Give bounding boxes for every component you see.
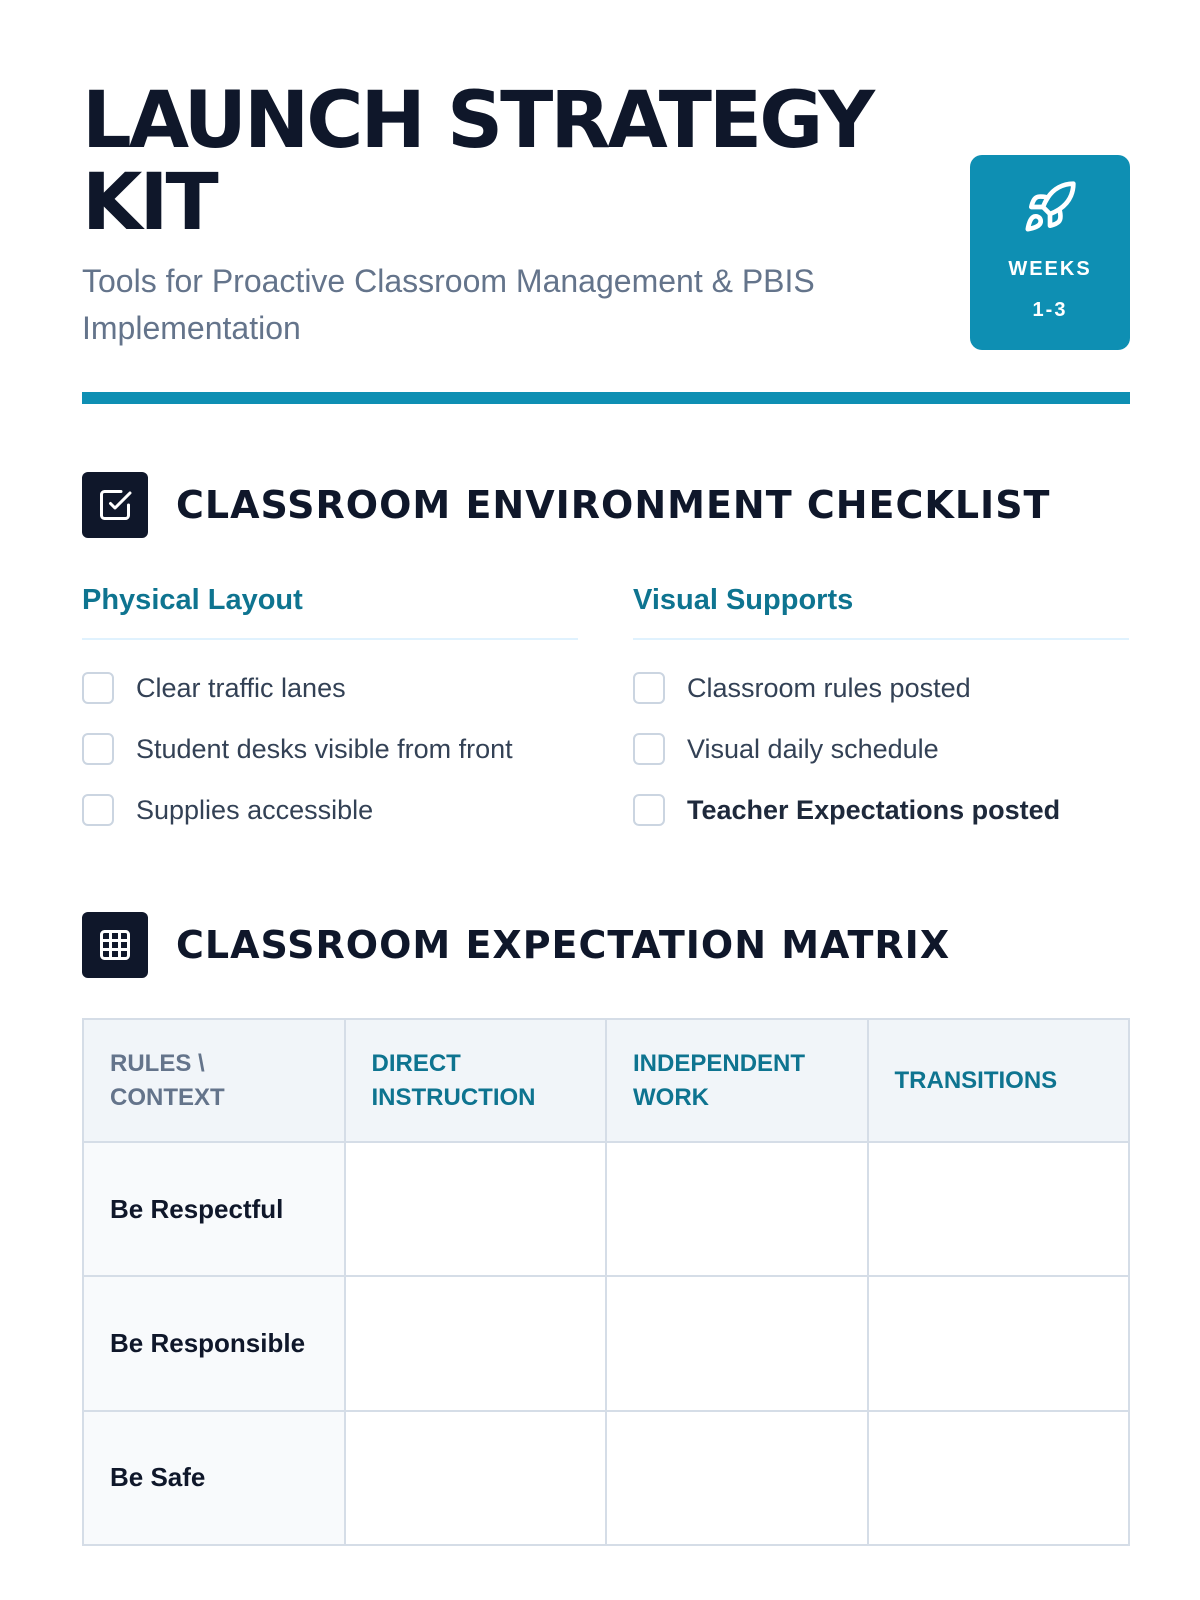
- badge-label: WEEKS: [1008, 258, 1092, 280]
- visual-supports-column: [633, 580, 1129, 851]
- matrix-cell[interactable]: [868, 1276, 1130, 1410]
- matrix-cell[interactable]: [868, 1411, 1130, 1545]
- table-row: [83, 1276, 1129, 1410]
- page-title: LAUNCH STRATEGY KIT: [82, 76, 872, 248]
- checkbox[interactable]: [82, 672, 114, 704]
- matrix-row-label: Be Responsible: [83, 1276, 345, 1410]
- checklist-item-label: Student desks visible from front: [136, 734, 513, 764]
- checklist-item[interactable]: [633, 790, 1129, 851]
- checklist-items: [633, 668, 1129, 851]
- checkbox[interactable]: [82, 794, 114, 826]
- checklist-item[interactable]: [633, 729, 1129, 790]
- page-subtitle: Tools for Proactive Classroom Management & PBIS Implementation: [82, 263, 815, 346]
- matrix-section-header: [82, 912, 1130, 978]
- checkbox[interactable]: [82, 733, 114, 765]
- header-divider: [82, 392, 1130, 404]
- checklist-items: [82, 668, 578, 851]
- matrix-header-cell: INDEPENDENT WORK: [606, 1019, 868, 1142]
- matrix-cell[interactable]: [606, 1276, 868, 1410]
- physical-layout-column: [82, 580, 578, 851]
- matrix-cell[interactable]: [606, 1142, 868, 1276]
- matrix-cell[interactable]: [345, 1276, 607, 1410]
- rocket-icon: [1022, 179, 1078, 235]
- matrix-row-label: Be Respectful: [83, 1142, 345, 1276]
- checkbox[interactable]: [633, 733, 665, 765]
- column-title: Physical Layout: [82, 580, 578, 640]
- matrix-cell[interactable]: [345, 1411, 607, 1545]
- checklist-item[interactable]: [82, 668, 578, 729]
- matrix-cell[interactable]: [868, 1142, 1130, 1276]
- checklist-item[interactable]: [82, 729, 578, 790]
- checklist-item[interactable]: [633, 668, 1129, 729]
- checkbox[interactable]: [633, 672, 665, 704]
- table-row: [83, 1411, 1129, 1545]
- table-row: [83, 1142, 1129, 1276]
- checklist-item-label: Clear traffic lanes: [136, 673, 346, 703]
- badge-range: 1-3: [1032, 299, 1068, 321]
- column-title: Visual Supports: [633, 580, 1129, 640]
- page: [82, 0, 1130, 1493]
- checklist-item-label: Teacher Expectations posted: [687, 795, 1061, 825]
- matrix-cell[interactable]: [345, 1142, 607, 1276]
- checklist-item-label: Supplies accessible: [136, 795, 374, 825]
- matrix-header-row: [83, 1019, 1129, 1142]
- checklist-item-label: Visual daily schedule: [687, 734, 939, 764]
- matrix-header-cell: DIRECT INSTRUCTION: [345, 1019, 607, 1142]
- checklist-item[interactable]: [82, 790, 578, 851]
- checklist-title: CLASSROOM ENVIRONMENT CHECKLIST: [176, 483, 1051, 527]
- matrix-row-label: Be Safe: [83, 1411, 345, 1545]
- expectation-matrix: [82, 1018, 1130, 1546]
- matrix-header-cell: TRANSITIONS: [868, 1019, 1130, 1142]
- checkbox-icon: [97, 487, 133, 523]
- checkbox[interactable]: [633, 794, 665, 826]
- weeks-badge: [970, 155, 1130, 350]
- header: [82, 0, 1130, 405]
- grid-icon: [97, 927, 133, 963]
- checklist-icon-tile: [82, 472, 148, 538]
- matrix-cell[interactable]: [606, 1411, 868, 1545]
- matrix-title: CLASSROOM EXPECTATION MATRIX: [176, 923, 951, 967]
- matrix-header-corner: RULES \ CONTEXT: [83, 1019, 345, 1142]
- checklist-section-header: [82, 472, 1130, 538]
- checklist-item-label: Classroom rules posted: [687, 673, 971, 703]
- matrix-icon-tile: [82, 912, 148, 978]
